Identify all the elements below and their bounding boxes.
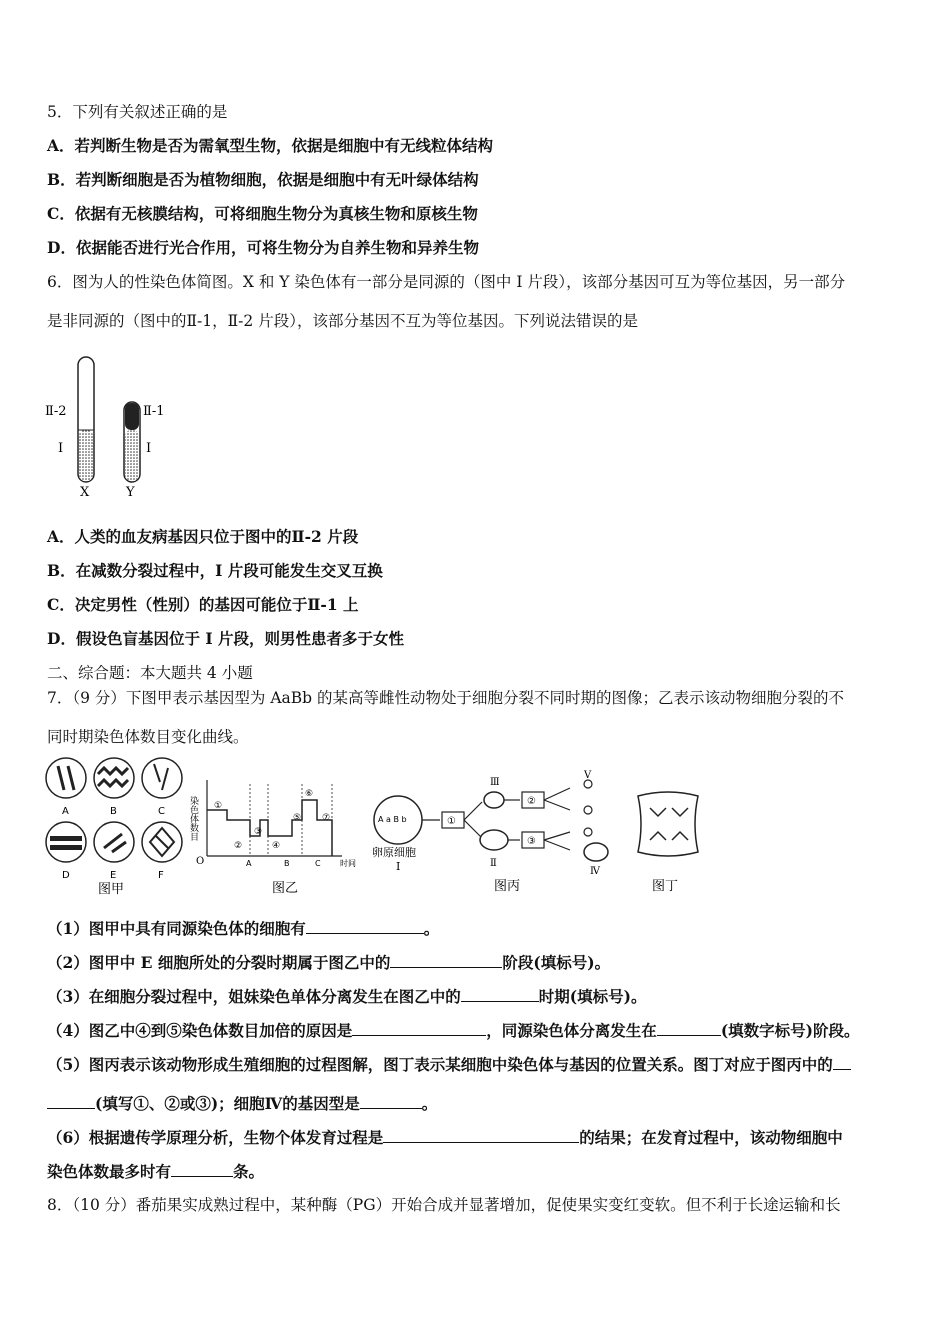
bing-cell-iii — [484, 792, 504, 808]
q6-stem-line1: 6．图为人的性染色体简图。X 和 Y 染色体有一部分是同源的（图中 I 片段），该部分基因可互为等位基因，另一部分 — [47, 273, 846, 291]
caption-bing: 图丙 — [494, 879, 521, 894]
q7-sub-6-cont-text: 染色体数最多时有 — [47, 1162, 172, 1181]
answer-blank-6b[interactable] — [171, 1160, 233, 1177]
figure-bing — [370, 770, 620, 896]
q7-sub-5-cont — [47, 1092, 437, 1115]
q7-sub-1 — [47, 917, 439, 940]
label-y-i: I — [146, 441, 152, 456]
y-segment-ii1 — [125, 403, 139, 430]
q7-sub-1-tail: 。 — [423, 919, 440, 938]
yi-step-curve — [207, 800, 332, 856]
q7-sub-5 — [47, 1053, 851, 1076]
yi-x-a: A — [246, 859, 252, 868]
answer-blank-4a[interactable] — [352, 1019, 486, 1036]
bing-step-1: ① — [447, 816, 456, 827]
q6-option-b: B．在减数分裂过程中，I 片段可能发生交叉互换 — [47, 561, 383, 580]
q7-sub-4 — [47, 1019, 859, 1042]
cell-a-label: A — [62, 806, 69, 817]
bing-genes: A a B b — [378, 815, 407, 824]
answer-blank-4b[interactable] — [657, 1019, 721, 1036]
bing-step-2: ② — [527, 796, 536, 807]
yi-x-b: B — [284, 859, 290, 868]
sex-chromosome-figure — [40, 352, 190, 502]
bing-roman-iv: Ⅳ — [590, 866, 600, 877]
label-y: Y — [126, 485, 135, 500]
yi-x-c: C — [315, 859, 321, 868]
cell-a — [46, 758, 86, 817]
q6-stem-line2: 是非同源的（图中的Ⅱ-1，Ⅱ-2 片段），该部分基因不互为等位基因。下列说法错误的是 — [47, 312, 638, 330]
cell-e — [94, 822, 134, 881]
q5-option-d: D．依据能否进行光合作用，可将生物分为自养生物和异养生物 — [47, 238, 479, 257]
cell-b — [94, 758, 134, 817]
label-x: X — [80, 485, 90, 500]
q7-sub-3-tail: 时期(填标号)。 — [538, 987, 647, 1006]
q7-sub-2 — [47, 951, 610, 974]
q7-sub-1-text: （1）图甲中具有同源染色体的细胞有 — [47, 919, 306, 938]
q7-sub-6 — [47, 1126, 843, 1149]
cell-c — [142, 758, 182, 817]
q7-sub-6-tail: 条。 — [233, 1162, 265, 1181]
q7-sub-4-mid: ，同源染色体分离发生在 — [486, 1021, 657, 1040]
q5-stem: 5．下列有关叙述正确的是 — [47, 103, 228, 121]
yi-ylabel: 染色体数目 — [188, 796, 198, 841]
yi-stage-4: ④ — [272, 841, 281, 851]
yi-stage-6: ⑥ — [305, 789, 314, 799]
yi-origin: O — [196, 856, 205, 867]
cell-d-label: D — [62, 870, 70, 881]
figure-ding — [628, 786, 708, 896]
yi-stage-3: ③ — [254, 827, 263, 837]
yi-stage-2: ② — [234, 841, 243, 851]
q7-sub-5-tail: 。 — [421, 1094, 438, 1113]
label-y-ii1: Ⅱ-1 — [143, 404, 165, 419]
cell-c-label: C — [158, 806, 165, 817]
cell-e-label: E — [110, 870, 117, 881]
caption-yi: 图乙 — [272, 881, 299, 896]
q6-option-d: D．假设色盲基因位于 I 片段，则男性患者多于女性 — [47, 629, 404, 648]
q7-sub-3 — [47, 985, 646, 1008]
q7-sub-6-cont — [47, 1160, 264, 1183]
answer-blank-1[interactable] — [306, 917, 424, 934]
yi-x-time: 时间 — [340, 859, 356, 868]
bing-cell-ii — [480, 830, 508, 850]
q7-sub-6-mid: 的结果；在发育过程中，该动物细胞中 — [579, 1128, 843, 1147]
cell-f — [142, 822, 182, 881]
bing-roman-i: I — [396, 860, 401, 873]
q7-stem-line1: 7．（9 分）下图甲表示基因型为 AaBb 的某高等雌性动物处于细胞分裂不同时期的图像；乙表示该动物细胞分裂的不 — [47, 689, 845, 707]
label-x-i: I — [58, 441, 64, 456]
yi-stage-7: ⑦ — [322, 813, 331, 823]
label-x-ii2: Ⅱ-2 — [45, 404, 67, 419]
q5-option-b: B．若判断细胞是否为植物细胞，依据是细胞中有无叶绿体结构 — [47, 170, 479, 189]
q7-sub-5-cont-text: (填写①、②或③)；细胞Ⅳ的基因型是 — [95, 1094, 360, 1113]
yi-stage-1: ① — [214, 801, 223, 811]
answer-blank-5a[interactable] — [47, 1092, 95, 1109]
q7-sub-4-tail: (填数字标号)阶段。 — [720, 1021, 860, 1040]
q6-option-c: C．决定男性（性别）的基因可能位于Ⅱ-1 上 — [47, 595, 359, 614]
figure-yi — [188, 776, 372, 896]
q5-option-c: C．依据有无核膜结构，可将细胞生物分为真核生物和原核生物 — [47, 204, 478, 223]
answer-blank-5a-start[interactable] — [833, 1053, 851, 1070]
section-heading: 二、综合题：本大题共 4 小题 — [47, 664, 253, 682]
bing-roman-iii: Ⅲ — [490, 777, 500, 788]
figure-jia — [42, 756, 192, 896]
q7-sub-6-text: （6）根据遗传学原理分析，生物个体发育过程是 — [47, 1128, 384, 1147]
q7-sub-5-text: （5）图丙表示该动物形成生殖细胞的过程图解，图丁表示某细胞中染色体与基因的位置关系。图丁对应于图丙中的 — [47, 1055, 833, 1074]
q6-option-a: A．人类的血友病基因只位于图中的Ⅱ-2 片段 — [47, 527, 359, 546]
answer-blank-3[interactable] — [461, 985, 539, 1002]
bing-cell-label: 卵原细胞 — [372, 846, 416, 859]
q7-sub-4-text: （4）图乙中④到⑤染色体数目加倍的原因是 — [47, 1021, 353, 1040]
q7-sub-2-tail: 阶段(填标号)。 — [502, 953, 611, 972]
caption-jia: 图甲 — [98, 882, 125, 897]
answer-blank-2[interactable] — [390, 951, 502, 968]
q7-stem-line2: 同时期染色体数目变化曲线。 — [47, 728, 249, 746]
caption-ding: 图丁 — [652, 879, 679, 894]
bing-cell-iv — [584, 843, 608, 861]
cell-b-label: B — [110, 806, 117, 817]
answer-blank-5b[interactable] — [360, 1092, 422, 1109]
bing-step-3: ③ — [527, 836, 536, 847]
bing-roman-ii: Ⅱ — [490, 858, 497, 869]
yi-stage-5: ⑤ — [293, 813, 302, 823]
q7-sub-3-text: （3）在细胞分裂过程中，姐妹染色单体分离发生在图乙中的 — [47, 987, 461, 1006]
cell-f-label: F — [158, 870, 164, 881]
y-segment-i — [125, 430, 139, 481]
answer-blank-6a[interactable] — [383, 1126, 579, 1143]
x-segment-i — [79, 430, 93, 481]
cell-d — [46, 822, 86, 881]
bing-roman-v: V — [584, 770, 592, 781]
q7-sub-2-text: （2）图甲中 E 细胞所处的分裂时期属于图乙中的 — [47, 953, 391, 972]
q5-option-a: A．若判断生物是否为需氧型生物，依据是细胞中有无线粒体结构 — [47, 136, 494, 155]
q8-stem-line1: 8．（10 分）番茄果实成熟过程中，某种酶（PG）开始合成并显著增加，促使果实变红变软。但不利于长途运输和长 — [47, 1196, 841, 1214]
